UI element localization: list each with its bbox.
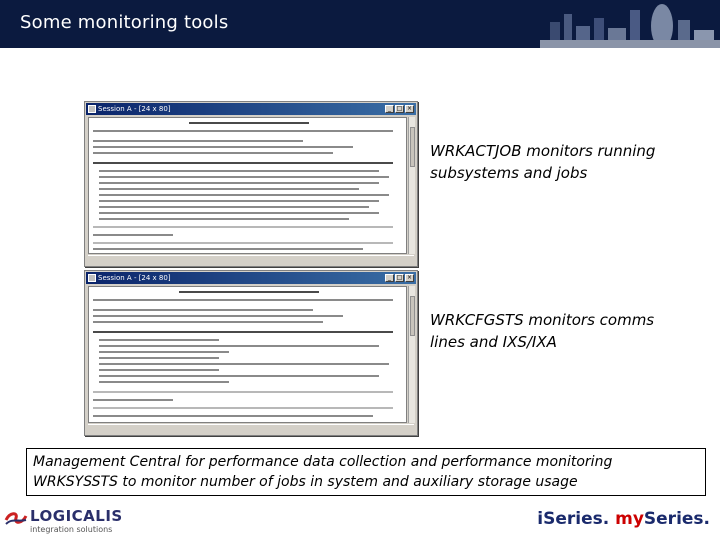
vertical-scrollbar[interactable] [408, 286, 415, 423]
window-title: Session A - [24 x 80] [98, 274, 171, 282]
status-bar [88, 424, 414, 434]
maximize-button[interactable]: □ [396, 274, 403, 281]
caption-line-1: Management Central for performance data collection and performance monitoring [33, 454, 613, 470]
city-skyline-image [540, 0, 720, 48]
window-titlebar[interactable] [86, 103, 416, 115]
session-icon [88, 274, 96, 282]
slide-header [0, 0, 720, 48]
company-tagline: integration solutions [30, 525, 113, 534]
close-button[interactable]: × [406, 105, 413, 112]
brand-part-1: iSeries. [537, 509, 610, 529]
brand-part-3: Series. [643, 509, 710, 529]
emulator-window-wrkactjob[interactable] [84, 101, 418, 267]
vertical-scrollbar[interactable] [408, 117, 415, 254]
terminal-screen[interactable] [88, 286, 407, 423]
logicalis-logo-icon [4, 510, 28, 526]
wrkactjob-note: WRKACTJOB monitors running subsystems and jobs [430, 142, 656, 182]
minimize-button[interactable]: _ [385, 105, 394, 113]
company-name: LOGICALIS [30, 507, 123, 525]
caption-line-2: WRKSYSSTS to monitor number of jobs in system and auxiliary storage usage [33, 474, 578, 490]
session-icon [88, 105, 96, 113]
window-titlebar[interactable] [86, 272, 416, 284]
window-title: Session A - [24 x 80] [98, 105, 171, 113]
emulator-window-wrkcfgsts[interactable] [84, 270, 418, 436]
wrkcfgsts-note: WRKCFGSTS monitors comms lines and IXS/IXA [430, 311, 655, 351]
maximize-button[interactable]: □ [396, 105, 403, 112]
terminal-screen[interactable] [88, 117, 407, 254]
caption-box [26, 448, 706, 496]
brand-part-2: my [615, 509, 644, 529]
iseries-brand [537, 509, 710, 529]
close-button[interactable]: × [406, 274, 413, 281]
slide-title: Some monitoring tools [20, 12, 229, 33]
minimize-button[interactable]: _ [385, 274, 394, 282]
status-bar [88, 255, 414, 265]
